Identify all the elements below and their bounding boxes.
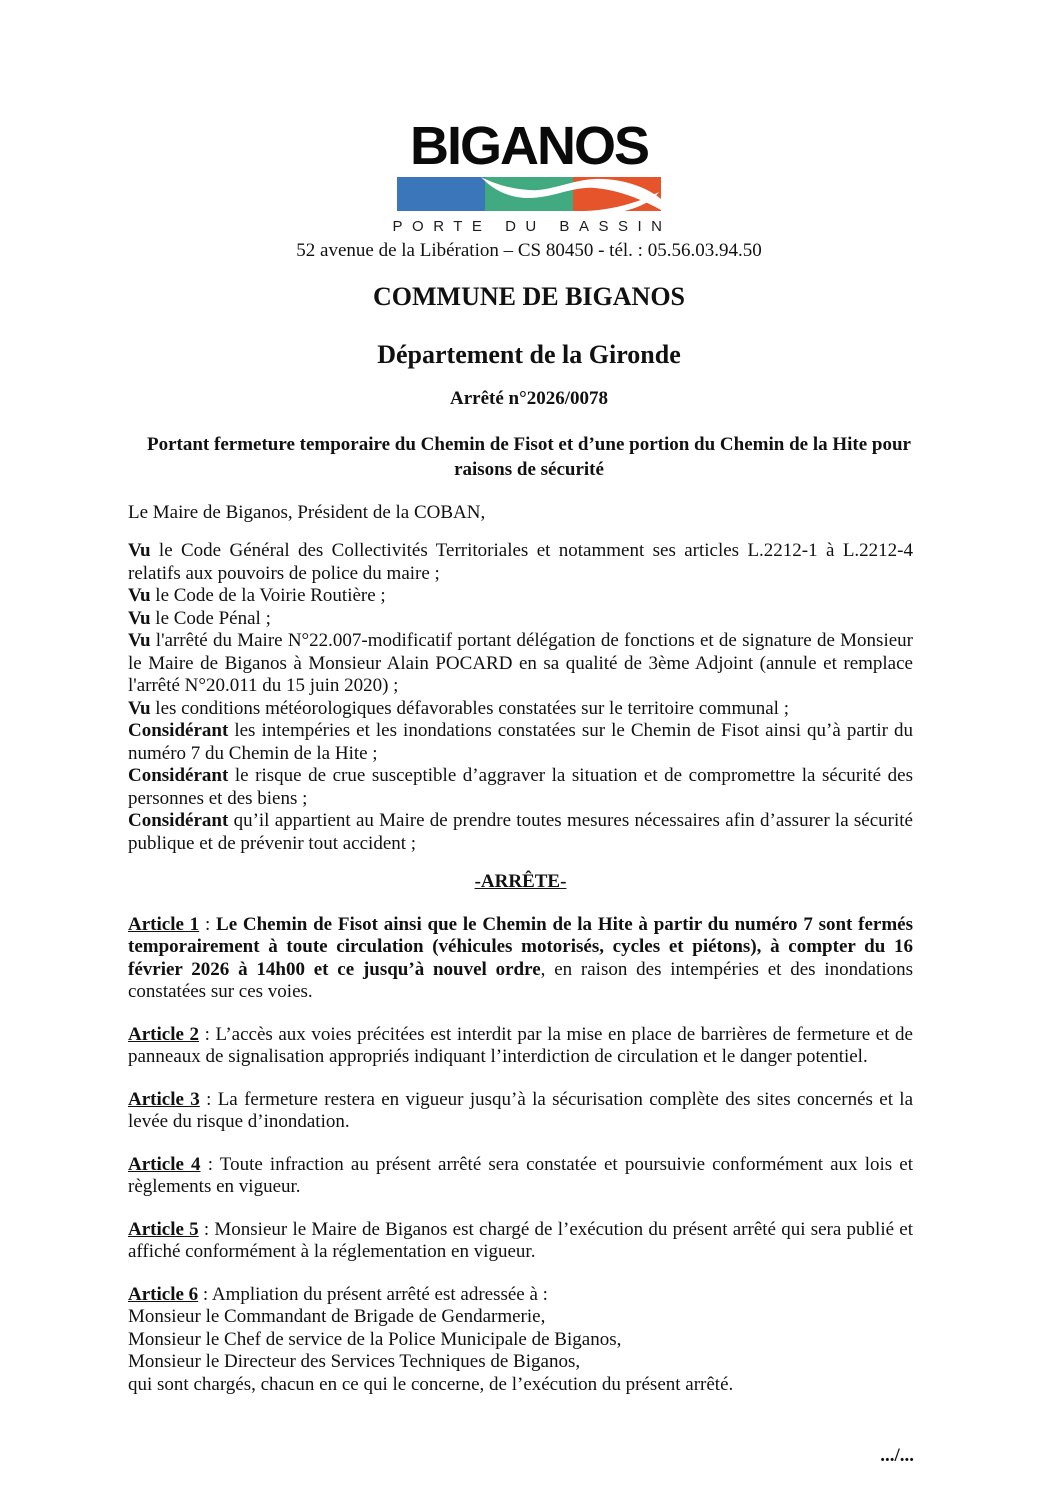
logo-color-band [397,177,661,211]
article-paragraph: Article 4 : Toute infraction au présent arrêté sera constatée et poursuivie conformément aux lois et règlements en vigueur. [128,1153,914,1198]
document-body [128,502,913,1397]
article-list-line: qui sont chargés, chacun en ce qui le concerne, de l’exécution du présent arrêté. [128,1373,734,1395]
clause-lead: Considérant [128,720,229,742]
decree-subject: Portant fermeture temporaire du Chemin de Fisot et d’une portion du Chemin de la Hite pour raisons de sécurité [147,433,911,480]
preamble-clause: Vu les conditions météorologiques défavorables constatées sur le territoire communal ; [128,697,789,719]
clause-lead: Vu [128,585,151,607]
article-list-line: Monsieur le Commandant de Brigade de Gendarmerie, [128,1306,546,1328]
preamble-clauses [128,540,913,855]
preamble-clause: Vu le Code Pénal ; [128,607,271,629]
article-paragraph: Article 1 : Le Chemin de Fisot ainsi que le Chemin de la Hite à partir du numéro 7 sont fermés temporairement à toute circulation (véhicules motorisés, cycles et piétons), à compter du 16 février 2026 à 14h00 et ce jusqu’à nouvel ordre, en raison des intempéries et des inondations constatées sur ces voies. [128,913,914,1003]
logo-tagline: PORTE DU BASSIN [392,218,672,235]
article-list-line: Monsieur le Chef de service de la Police Municipale de Biganos, [128,1328,622,1350]
article-label: Article 1 [128,913,200,935]
article-label: Article 4 [128,1153,201,1175]
clause-lead: Considérant [128,810,229,832]
clause-lead: Vu [128,697,151,719]
article-label: Article 6 [128,1283,199,1305]
clause-lead: Vu [128,607,151,629]
article-bold-text: Le Chemin de Fisot ainsi que le Chemin de la Hite à partir du numéro 7 sont fermés temporairement à toute circulation (véhicules motorisés, cycles et piétons), à compter du 16 février 2026 à 14h00 et ce jusqu’à nouvel ordre [128,913,914,980]
departement-title: Département de la Gironde [377,339,681,369]
preamble-clause: Considérant qu’il appartient au Maire de prendre toutes mesures nécessaires afin d’assurer la sécurité publique et de prévenir tout accident ; [128,810,913,854]
article-label: Article 3 [128,1088,200,1110]
decree-heading: -ARRÊTE- [474,871,567,893]
clause-lead: Vu [128,630,151,652]
clause-lead: Considérant [128,765,229,787]
preamble-clause: Vu le Code de la Voirie Routière ; [128,585,386,607]
wave-icon [397,177,661,211]
logo-wordmark: BIGANOS [409,116,649,176]
continuation-mark: .../... [880,1445,914,1466]
articles [128,914,913,1397]
article-list-line: Monsieur le Directeur des Services Techniques de Biganos, [128,1351,581,1373]
article-paragraph: Article 2 : L’accès aux voies précitées est interdit par la mise en place de barrières de fermeture et de panneaux de signalisation appropriés indiquant l’interdiction de circulation et le danger potentiel. [128,1023,913,1068]
article-label: Article 2 [128,1023,199,1045]
city-address: 52 avenue de la Libération – CS 80450 - tél. : 05.56.03.94.50 [296,240,762,261]
preamble-clause: Vu le Code Général des Collectivités Territoriales et notamment ses articles L.2212-1 à L.2212-4 relatifs aux pouvoirs de police du maire ; [128,540,913,584]
article-paragraph: Article 3 : La fermeture restera en vigueur jusqu’à la sécurisation complète des sites concernés et la levée du risque d’inondation. [128,1088,914,1133]
article-label: Article 5 [128,1218,199,1240]
article-paragraph: Article 5 : Monsieur le Maire de Biganos est chargé de l’exécution du présent arrêté qui sera publié et affiché conformément à la réglementation en vigueur. [128,1218,913,1263]
city-logo [0,0,1058,262]
preamble-clause: Vu l'arrêté du Maire N°22.007-modificatif portant délégation de fonctions et de signature de Monsieur le Maire de Biganos à Monsieur Alain POCARD en sa qualité de 3ème Adjoint (annule et remplace l'arrêté N°20.011 du 15 juin 2020) ; [128,630,913,697]
decree-number: Arrêté n°2026/0078 [450,387,608,409]
preamble-intro: Le Maire de Biganos, Président de la COBAN, [128,501,486,523]
clause-lead: Vu [128,540,151,562]
preamble-clause: Considérant le risque de crue susceptible d’aggraver la situation et de compromettre la sécurité des personnes et des biens ; [128,765,913,809]
article-paragraph: Article 6 : Ampliation du présent arrêté est adressée à : [128,1283,548,1305]
preamble-clause: Considérant les intempéries et les inondations constatées sur le Chemin de Fisot ainsi qu’à partir du numéro 7 du Chemin de la Hite ; [128,720,913,764]
commune-title: COMMUNE DE BIGANOS [372,282,685,311]
